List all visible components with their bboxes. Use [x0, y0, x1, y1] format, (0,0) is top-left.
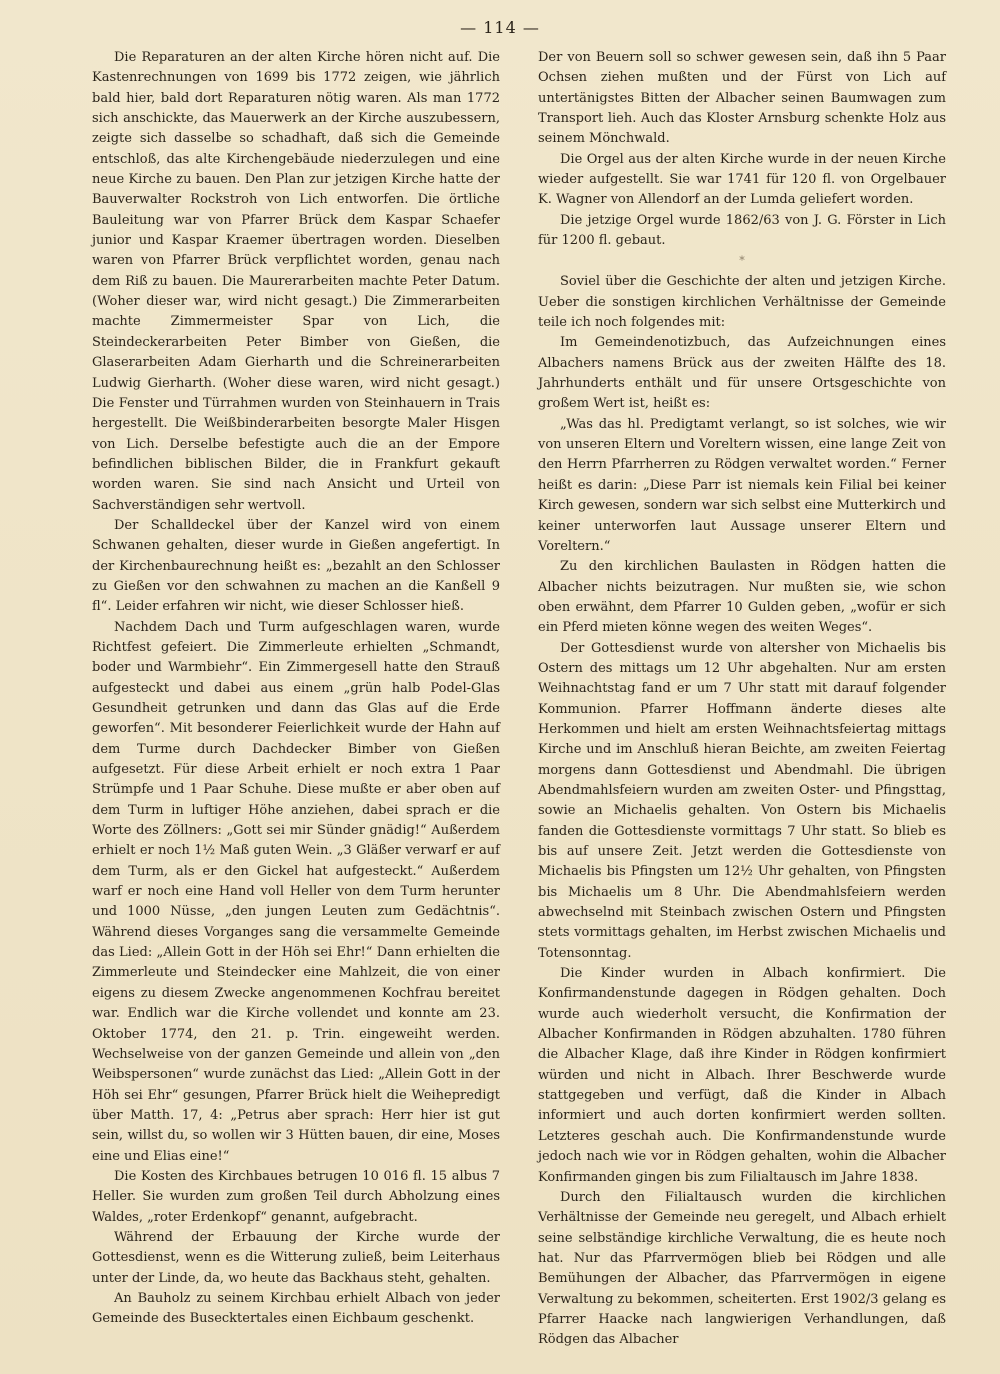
paragraph: Die Orgel aus der alten Kirche wurde in der neuen Kirche wieder aufgestellt. Sie war 1741 für 120 fl. von Orgelbauer K. Wagner von Allendorf an der Lumda geliefert worden. — [538, 151, 946, 208]
paragraph: Die Kinder wurden in Albach konfirmiert. Die Konfirmandenstunde dagegen in Rödgen gehalten. Doch wurde auch wiederholt versucht, die Konfirmation der Albacher Konfirmanden in Rödgen abzuhalten. 1780 führen die Albacher Klage, daß ihre Kinder in Rödgen konfirmiert würden und nicht in Albach. Ihrer Beschwerde wurde stattgegeben und verfügt, daß die Kinder in Albach informiert und auch dorten konfirmiert werden sollten. Letzteres geschah auch. Die Konfirmandenstunde wurde jedoch nach wie vor in Rödgen gehalten, wohin die Albacher Konfirmanden gingen bis zum Filialtausch im Jahre 1838. — [538, 966, 946, 1185]
paragraph: Durch den Filialtausch wurden die kirchlichen Verhältnisse der Gemeinde neu geregelt, und Albach erhielt seine selbständige kirchliche Verwaltung, die es heute noch hat. Nur das Pfarrvermögen blieb bei Rödgen und alle Bemühungen der Albacher, das Pfarrvermögen in eigene Verwaltung zu bekommen, scheiterten. Erst 1902/3 gelang es Pfarrer Haacke nach langwierigen Verhandlungen, daß Rödgen das Albacher — [538, 1189, 946, 1348]
paragraph: Der Gottesdienst wurde von altersher von Michaelis bis Ostern des mittags um 12 Uhr abgehalten. Nur am ersten Weihnachtstag fand er um 7 Uhr statt mit darauf folgender Kommunion. Pfarrer Hoffmann änderte dieses alte Herkommen und hielt am ersten Weihnachtsfeiertag mittags Kirche und im Anschluß hieran Beichte, am zweiten Feiertag morgens dann Gottesdienst und Abendmahl. Die übrigen Abendmahlsfeiern wurden am zweiten Oster- und Pfingsttag, sowie an Michaelis gehalten. Von Ostern bis Michaelis fanden die Gottesdienste vormittags 7 Uhr statt. So blieb es bis auf unsere Zeit. Jetzt werden die Gottesdienste von Michaelis bis Pfingsten um 12½ Uhr gehalten, von Pfingsten bis Michaelis um 8 Uhr. Die Abendmahlsfeiern werden abwechselnd mit Steinbach zwischen Ostern und Pfingsten stets vormittags gehalten, im Herbst zwischen Michaelis und Totensonntag. — [538, 640, 946, 961]
paragraph: An Bauholz zu seinem Kirchbau erhielt Albach von jeder Gemeinde des Busecktertales einen Eichbaum geschenkt. — [92, 1290, 500, 1327]
paragraph: Die Kosten des Kirchbaues betrugen 10 016 fl. 15 albus 7 Heller. Sie wurden zum großen Teil durch Abholzung eines Waldes, „roter Erdenkopf“ genannt, aufgebracht. — [92, 1168, 500, 1225]
page-number: — 114 — — [460, 18, 540, 37]
paragraph: Im Gemeindenotizbuch, das Aufzeichnungen eines Albachers namens Brück aus der zweiten Hälfte des 18. Jahrhunderts enthält und für unsere Ortsgeschichte von großem Wert ist, heißt es: — [538, 335, 946, 412]
paragraph: Während der Erbauung der Kirche wurde der Gottesdienst, wenn es die Witterung zuließ, beim Leiterhaus unter der Linde, da, wo heute das Backhaus steht, gehalten. — [92, 1229, 500, 1286]
paragraph: Der von Beuern soll so schwer gewesen sein, daß ihn 5 Paar Ochsen ziehen mußten und der Fürst von Lich auf untertänigstes Bitten der Albacher seinen Baumwagen zum Transport lieh. Auch das Kloster Arnsburg schenkte Holz aus seinem Mönchwald. — [538, 50, 946, 147]
paragraph: Zu den kirchlichen Baulasten in Rödgen hatten die Albacher nichts beizutragen. Nur mußten sie, wie schon oben erwähnt, dem Pfarrer 10 Gulden geben, „wofür er sich ein Pferd mieten könne wegen des weiten Weges“. — [538, 559, 946, 636]
paragraph: Die jetzige Orgel wurde 1862/63 von J. G. Förster in Lich für 1200 fl. gebaut. — [538, 212, 946, 249]
text-column-right — [538, 48, 946, 1351]
paragraph: Die Reparaturen an der alten Kirche hören nicht auf. Die Kastenrechnungen von 1699 bis 1772 zeigen, wie jährlich bald hier, bald dort Reparaturen nötig waren. Als man 1772 sich anschickte, das Mauerwerk an der Kirche auszubessern, zeigte sich dasselbe so schadhaft, daß sich die Gemeinde entschloß, das alte Kirchengebäude niederzulegen und eine neue Kirche zu bauen. Den Plan zur jetzigen Kirche hatte der Bauverwalter Rockstroh von Lich entworfen. Die örtliche Bauleitung war von Pfarrer Brück dem Kaspar Schaefer junior und Kaspar Kraemer übertragen worden. Dieselben waren von Pfarrer Brück verpflichtet worden, genau nach dem Riß zu bauen. Die Maurerarbeiten machte Peter Datum. (Woher dieser war, wird nicht gesagt.) Die Zimmerarbeiten machte Zimmermeister Spar von Lich, die Steindeckerarbeiten Peter Bimber von Gießen, die Glaserarbeiten Adam Gierharth und die Schreinerarbeiten Ludwig Gierharth. (Woher diese waren, wird nicht gesagt.) Die Fenster und Türrahmen wurden von Steinhauern in Trais hergestellt. Die Weißbinderarbeiten besorgte Maler Hisgen von Lich. Derselbe befestigte auch die an der Empore befindlichen biblischen Bilder, die in Frankfurt gekauft worden waren. Sie sind nach Ansicht und Urteil von Sachverständigen sehr wertvoll. — [92, 50, 500, 513]
paragraph: Soviel über die Geschichte der alten und jetzigen Kirche. Ueber die sonstigen kirchlichen Verhältnisse der Gemeinde teile ich noch folgendes mit: — [538, 274, 946, 331]
paragraph: „Was das hl. Predigtamt verlangt, so ist solches, wie wir von unseren Eltern und Voreltern wissen, eine lange Zeit von den Herrn Pfarrherren zu Rödgen verwaltet worden.“ Ferner heißt es darin: „Diese Parr ist niemals kein Filial bei keiner Kirch gewesen, sondern war sich selbst eine Mutterkirch und keiner unterworfen laut Aussage unserer Eltern und Voreltern.“ — [538, 416, 946, 554]
paragraph: Der Schalldeckel über der Kanzel wird von einem Schwanen gehalten, dieser wurde in Gießen angefertigt. In der Kirchenbaurechnung heißt es: „bezahlt an den Schlosser zu Gießen vor den schwahnen zu machen an die Kanßell 9 fl“. Leider erfahren wir nicht, wie dieser Schlosser hieß. — [92, 517, 500, 615]
section-separator-star: * — [739, 254, 745, 268]
paragraph: Nachdem Dach und Turm aufgeschlagen waren, wurde Richtfest gefeiert. Die Zimmerleute erhielten „Schmandt, boder und Warmbiehr“. Ein Zimmergesell hatte den Strauß aufgesteckt und dabei aus einem „grün halb Podel-Glas Gesundheit getrunken und dann das Glas auf die Erde geworfen“. Mit besonderer Feierlichkeit wurde der Hahn auf dem Turme durch Dachdecker Bimber von Gießen aufgesetzt. Für diese Arbeit erhielt er noch extra 1 Paar Strümpfe und 1 Paar Schuhe. Diese mußte er aber oben auf dem Turm in luftiger Höhe anziehen, dabei sprach er die Worte des Zöllners: „Gott sei mir Sünder gnädig!“ Außerdem erhielt er noch 1½ Maß guten Wein. „3 Gläßer verwarf er auf dem Turm, als er den Gickel hat aufgesteckt.“ Außerdem warf er noch eine Hand voll Heller von dem Turm herunter und 1000 Nüsse, „den jungen Leuten zum Gedächtnis“. Während dieses Vorganges sang die versammelte Gemeinde das Lied: „Allein Gott in der Höh sei Ehr!“ Dann erhielten die Zimmerleute und Steindecker eine Mahlzeit, die von einer eigens zu diesem Zwecke angenommenen Kochfrau bereitet war. Endlich war die Kirche vollendet und konnte am 23. Oktober 1774, den 21. p. Trin. eingeweiht werden. Wechselweise von der ganzen Gemeinde und allein von „den Weibspersonen“ wurde zunächst das Lied: „Allein Gott in der Höh sei Ehr“ gesungen, Pfarrer Brück hielt die Weihepredigt über Matth. 17, 4: „Petrus aber sprach: Herr hier ist gut sein, willst du, so wollen wir 3 Hütten bauen, dir eine, Moses eine und Elias eine!“ — [92, 619, 500, 1164]
text-column-left — [92, 48, 500, 1330]
